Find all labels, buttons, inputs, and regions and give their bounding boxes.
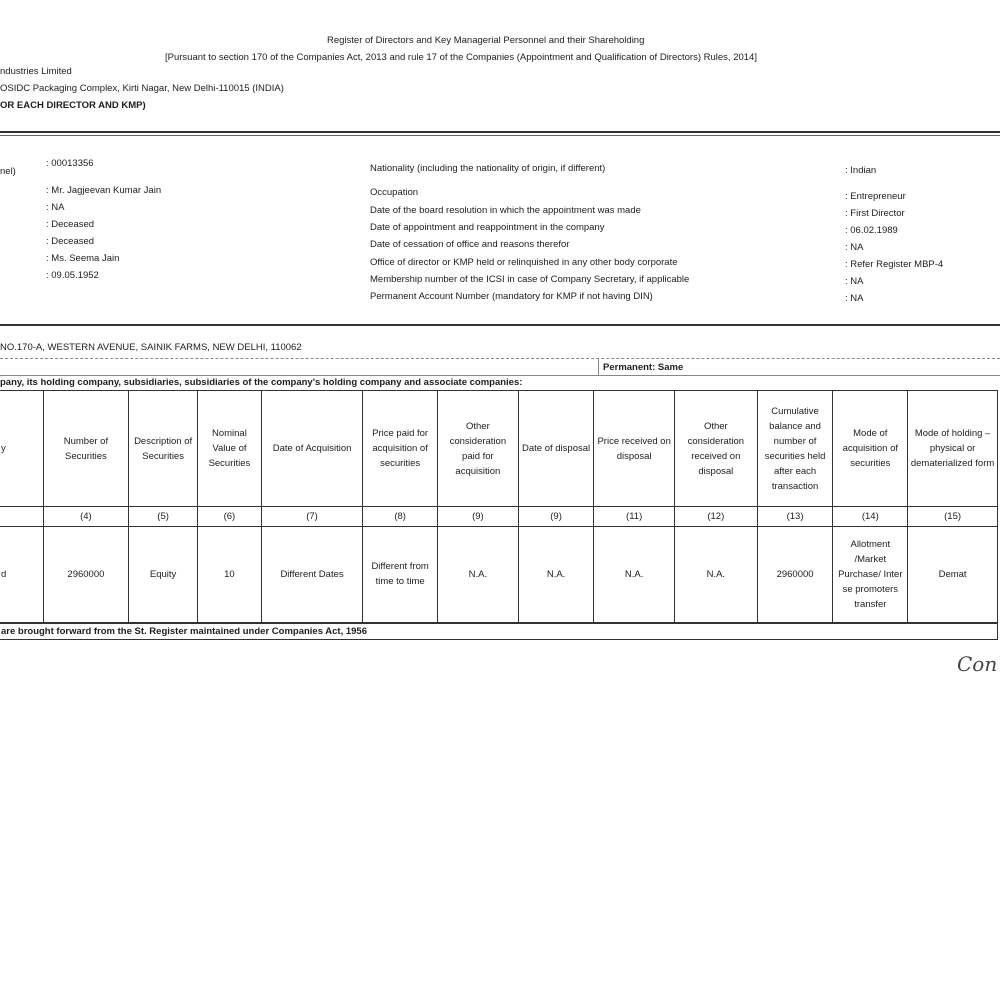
appointment-date-value: : 06.02.1989 (845, 225, 898, 236)
number-cell: (9) (518, 507, 594, 527)
data-cell: 2960000 (43, 527, 129, 623)
header-cell: Number of Securities (43, 391, 129, 507)
left-value-4: : Deceased (46, 219, 95, 230)
pan-label: Permanent Account Number (mandatory for KMP if not having DIN) (370, 291, 653, 302)
present-address: NO.170-A, WESTERN AVENUE, SAINIK FARMS, NEW DELHI, 110062 (0, 342, 302, 353)
icsi-label: Membership number of the ICSI in case of Company Secretary, if applicable (370, 274, 690, 285)
number-cell: (4) (43, 507, 129, 527)
cessation-value: : NA (845, 242, 864, 253)
data-cell: Different Dates (261, 527, 362, 623)
number-cell: (7) (261, 507, 362, 527)
data-cell: N.A. (437, 527, 518, 623)
number-cell: (15) (908, 507, 998, 527)
nationality-value: : Indian (845, 165, 877, 176)
father-name-value: : Mr. Jagjeevan Kumar Jain (46, 185, 162, 196)
securities-table (0, 390, 998, 640)
header-cell: Other consideration paid for acquisition (437, 391, 518, 507)
divider-top (0, 131, 1000, 133)
header-cell: Date of Acquisition (261, 391, 362, 507)
data-cell: Demat (908, 527, 998, 623)
board-resolution-label: Date of the board resolution in which the appointment was made (370, 205, 641, 216)
company-name: ndustries Limited (0, 66, 72, 77)
address-divider-2 (0, 375, 1000, 376)
pan-value: : NA (845, 293, 864, 304)
permanent-separator (598, 358, 599, 376)
number-cell: (8) (363, 507, 438, 527)
address-divider (0, 358, 1000, 359)
number-cell: (6) (198, 507, 262, 527)
left-value-3: : NA (46, 202, 65, 213)
header-cell: y (0, 391, 43, 507)
icsi-value: : NA (845, 276, 864, 287)
din-value: : 00013356 (46, 158, 94, 169)
header-cell: Description of Securities (129, 391, 198, 507)
number-cell (0, 507, 43, 527)
data-cell: Different from time to time (363, 527, 438, 623)
office-held-value: : Refer Register MBP-4 (845, 259, 944, 270)
header-cell: Other consideration received on disposal (674, 391, 757, 507)
occupation-value: : Entrepreneur (845, 191, 906, 202)
number-cell: (13) (757, 507, 833, 527)
divider-top-thin (0, 135, 1000, 136)
data-cell: 10 (198, 527, 262, 623)
header-cell: Price paid for acquisition of securities (363, 391, 438, 507)
data-cell: N.A. (674, 527, 757, 623)
occupation-label: Occupation (370, 187, 419, 198)
number-cell: (5) (129, 507, 198, 527)
data-cell: d (0, 527, 43, 623)
number-cell: (9) (437, 507, 518, 527)
header-cell: Price received on disposal (594, 391, 675, 507)
divider-middle (0, 324, 1000, 326)
nationality-label: Nationality (including the nationality of origin, if different) (370, 163, 606, 174)
number-cell: (12) (674, 507, 757, 527)
office-held-label: Office of director or KMP held or relinquished in any other body corporate (370, 257, 678, 268)
register-title: Register of Directors and Key Managerial Personnel and their Shareholding (327, 35, 645, 46)
header-cell: Date of disposal (518, 391, 594, 507)
data-cell: N.A. (594, 527, 675, 623)
data-cell: Equity (129, 527, 198, 623)
dob-value: : 09.05.1952 (46, 270, 99, 281)
footer-cell: are brought forward from the St. Register maintained under Companies Act, 1956 (0, 623, 998, 640)
header-cell: Cumulative balance and number of securities held after each transaction (757, 391, 833, 507)
permanent-address: Permanent: Same (603, 362, 684, 373)
section-heading: OR EACH DIRECTOR AND KMP) (0, 100, 146, 111)
table-header-row (0, 391, 998, 507)
table-row (0, 527, 998, 623)
continued-note: Con (957, 652, 998, 676)
header-cell: Mode of holding – physical or dematerialized form (908, 391, 998, 507)
left-label-fragment: nel) (0, 166, 16, 177)
table-number-row (0, 507, 998, 527)
left-value-5: : Deceased (46, 236, 95, 247)
data-cell: 2960000 (757, 527, 833, 623)
table-footer-row (0, 623, 998, 640)
header-cell: Mode of acquisition of securities (833, 391, 908, 507)
register-subtitle: [Pursuant to section 170 of the Companies Act, 2013 and rule 17 of the Companies (Appointment and Qualification of Directors) Rules, 2014] (165, 52, 757, 63)
header-cell: Nominal Value of Securities (198, 391, 262, 507)
data-cell: Allotment /Market Purchase/ Inter se promoters transfer (833, 527, 908, 623)
data-cell: N.A. (518, 527, 594, 623)
number-cell: (14) (833, 507, 908, 527)
company-address: OSIDC Packaging Complex, Kirti Nagar, New Delhi-110015 (INDIA) (0, 83, 284, 94)
appointment-date-label: Date of appointment and reappointment in the company (370, 222, 605, 233)
spouse-name-value: : Ms. Seema Jain (46, 253, 120, 264)
securities-heading: pany, its holding company, subsidiaries, subsidiaries of the company's holding company and associate companies: (0, 377, 523, 388)
number-cell: (11) (594, 507, 675, 527)
cessation-label: Date of cessation of office and reasons therefor (370, 239, 570, 250)
board-resolution-value: : First Director (845, 208, 905, 219)
